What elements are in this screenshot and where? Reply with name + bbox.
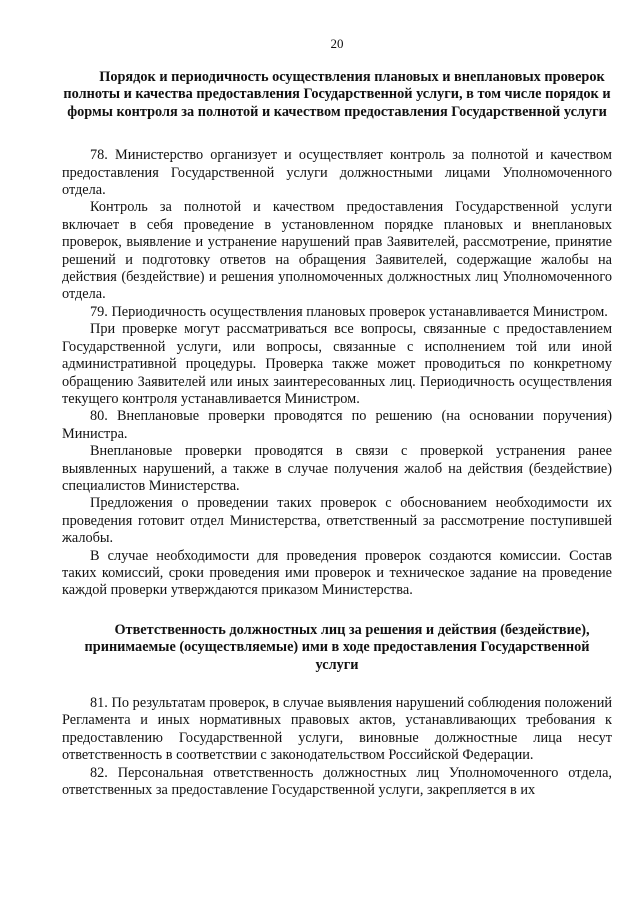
section-heading-responsibility: Ответственность должностных лиц за решения и действия (бездействие), принимаемые (осуществляемые) ими в ходе предоставления Государственной услуги xyxy=(84,621,590,673)
paragraph-82: 82. Персональная ответственность должностных лиц Уполномоченного отдела, ответственных за предоставление Государственной услуги, закрепляется в их xyxy=(62,764,612,799)
paragraph-81: 81. По результатам проверок, в случае выявления нарушений соблюдения положений Регламента и иных нормативных правовых актов, устанавливающих требования к предоставлению Государственной услуги, виновные должностные лица несут ответственность в соответствии с законодательством Российской Федерации. xyxy=(62,695,612,764)
section-body-responsibility xyxy=(62,695,612,799)
page-number: 20 xyxy=(330,36,344,51)
paragraph-proposals: Предложения о проведении таких проверок с обоснованием необходимости их проведения готовит отдел Министерства, ответственный за рассмотрение поступившей жалобы. xyxy=(62,495,612,547)
paragraph-80: 80. Внеплановые проверки проводятся по решению (на основании поручения) Министра. xyxy=(62,408,612,442)
paragraph-control-scope: Контроль за полнотой и качеством предоставления Государственной услуги включает в себя проведение в установленном порядке плановых и внеплановых проверок, выявление и устранение нарушений прав Заявителей, рассмотрение, принятие решений и подготовку ответов на обращения Заявителей, содержащие жалобы на действия (бездействие) и решения уполномоченных должностных лиц Уполномоченного отдела. xyxy=(62,199,612,303)
paragraph-unscheduled-reasons: Внеплановые проверки проводятся в связи с проверкой устранения ранее выявленных нарушений, а также в случае получения жалоб на действия (бездействие) специалистов Министерства. xyxy=(62,443,612,494)
section-body-inspections xyxy=(62,147,612,600)
paragraph-79: 79. Периодичность осуществления плановых проверок устанавливается Министром. xyxy=(90,303,608,320)
paragraph-commissions: В случае необходимости для проведения проверок создаются комиссии. Состав таких комиссий, сроки проведения ими проверок и техническое задание на проведение каждой проверки утверждаются приказом Министерства. xyxy=(62,547,612,599)
section-heading-inspections: Порядок и периодичность осуществления плановых и внеплановых проверок полноты и качества предоставления Государственной услуги, в том числе порядок и формы контроля за полнотой и качеством предоставления Государственной услуги xyxy=(63,69,611,120)
paragraph-78: 78. Министерство организует и осуществляет контроль за полнотой и качеством предоставления Государственной услуги должностными лицами Уполномоченного отдела. xyxy=(62,147,612,199)
paragraph-inspection-questions: При проверке могут рассматриваться все вопросы, связанные с предоставлением Государственной услуги, или вопросы, связанные с исполнением той или иной административной процедуры. Проверка также может проводиться по конкретному обращению Заявителей или иных заинтересованных лиц. Периодичность осуществления текущего контроля устанавливается Министром. xyxy=(62,321,612,407)
